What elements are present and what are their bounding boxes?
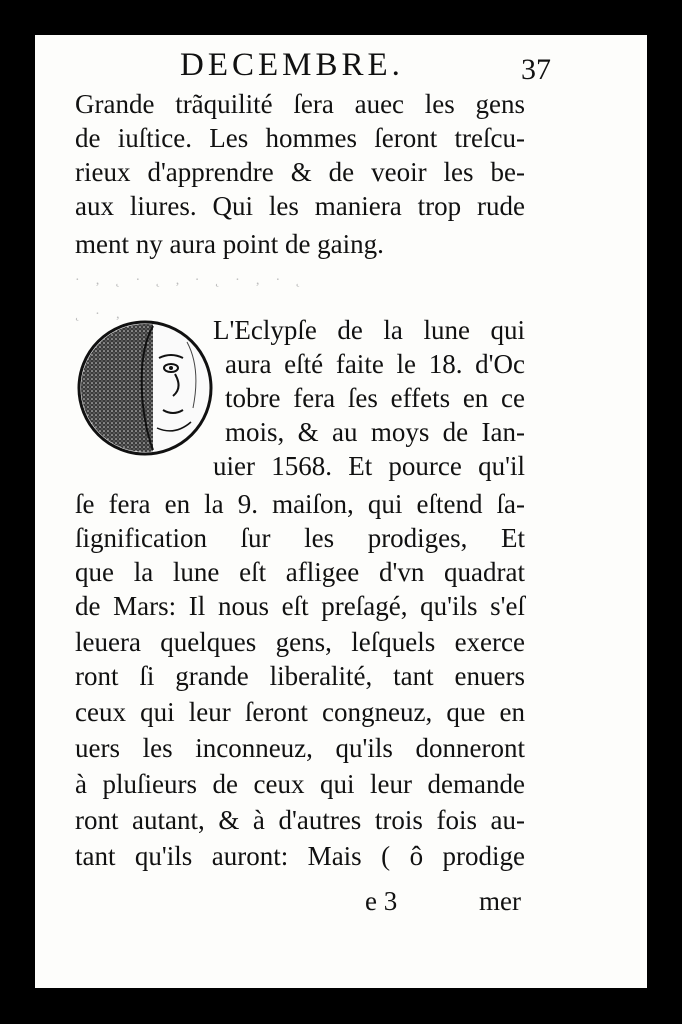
book-page	[35, 35, 647, 988]
text-line: ſignification ſur les prodiges, Et	[75, 523, 525, 553]
text-line: à pluſieurs de ceux qui leur demande	[75, 769, 525, 799]
text-line: que la lune eſt afligee d'vn quadrat	[75, 557, 525, 587]
catchword: mer	[479, 886, 521, 916]
show-through-marks: · ‚ ˛ · ˛ , · ˛ · ‚ · ˛	[75, 273, 307, 288]
text-line: Grande trãquilité ſera auec les gens	[75, 89, 525, 119]
text-line: ront ſi grande liberalité, tant enuers	[75, 661, 525, 691]
text-line: tobre fera ſes effets en ce	[225, 383, 525, 413]
text-line: tant qu'ils auront: Mais ( ô prodige	[75, 841, 525, 871]
text-line: L'Eclypſe de la lune qui	[213, 315, 525, 345]
text-line: ſe fera en la 9. maiſon, qui eſtend ſa-	[75, 489, 525, 519]
page-number: 37	[521, 53, 551, 86]
text-line: ront autant, & à d'autres trois fois au-	[75, 805, 525, 835]
show-through-marks: ˛ · ‚	[75, 307, 126, 322]
text-line: ment ny aura point de gaing.	[75, 229, 384, 259]
text-line: leuera quelques gens, leſquels exerce	[75, 627, 525, 657]
running-head-title: DECEMBRE.	[180, 47, 404, 83]
eclipse-moon-woodcut	[75, 318, 215, 458]
text-line: de iuſtice. Les hommes ſeront treſcu-	[75, 123, 525, 153]
signature-mark: e 3	[365, 886, 398, 916]
text-line: de Mars: Il nous eſt preſagé, qu'ils s'eſ	[75, 591, 525, 621]
text-line: aux liures. Qui les maniera trop rude	[75, 191, 525, 221]
text-line: uers les inconneuz, qu'ils donneront	[75, 733, 525, 763]
text-line: ceux qui leur ſeront congneuz, que en	[75, 697, 525, 727]
text-line: mois, & au moys de Ian-	[225, 417, 525, 447]
running-head	[35, 47, 647, 87]
text-line: uier 1568. Et pource qu'il	[213, 451, 525, 481]
text-line: aura eſté faite le 18. d'Oc	[225, 349, 525, 379]
text-line: rieux d'apprendre & de veoir les be-	[75, 157, 525, 187]
